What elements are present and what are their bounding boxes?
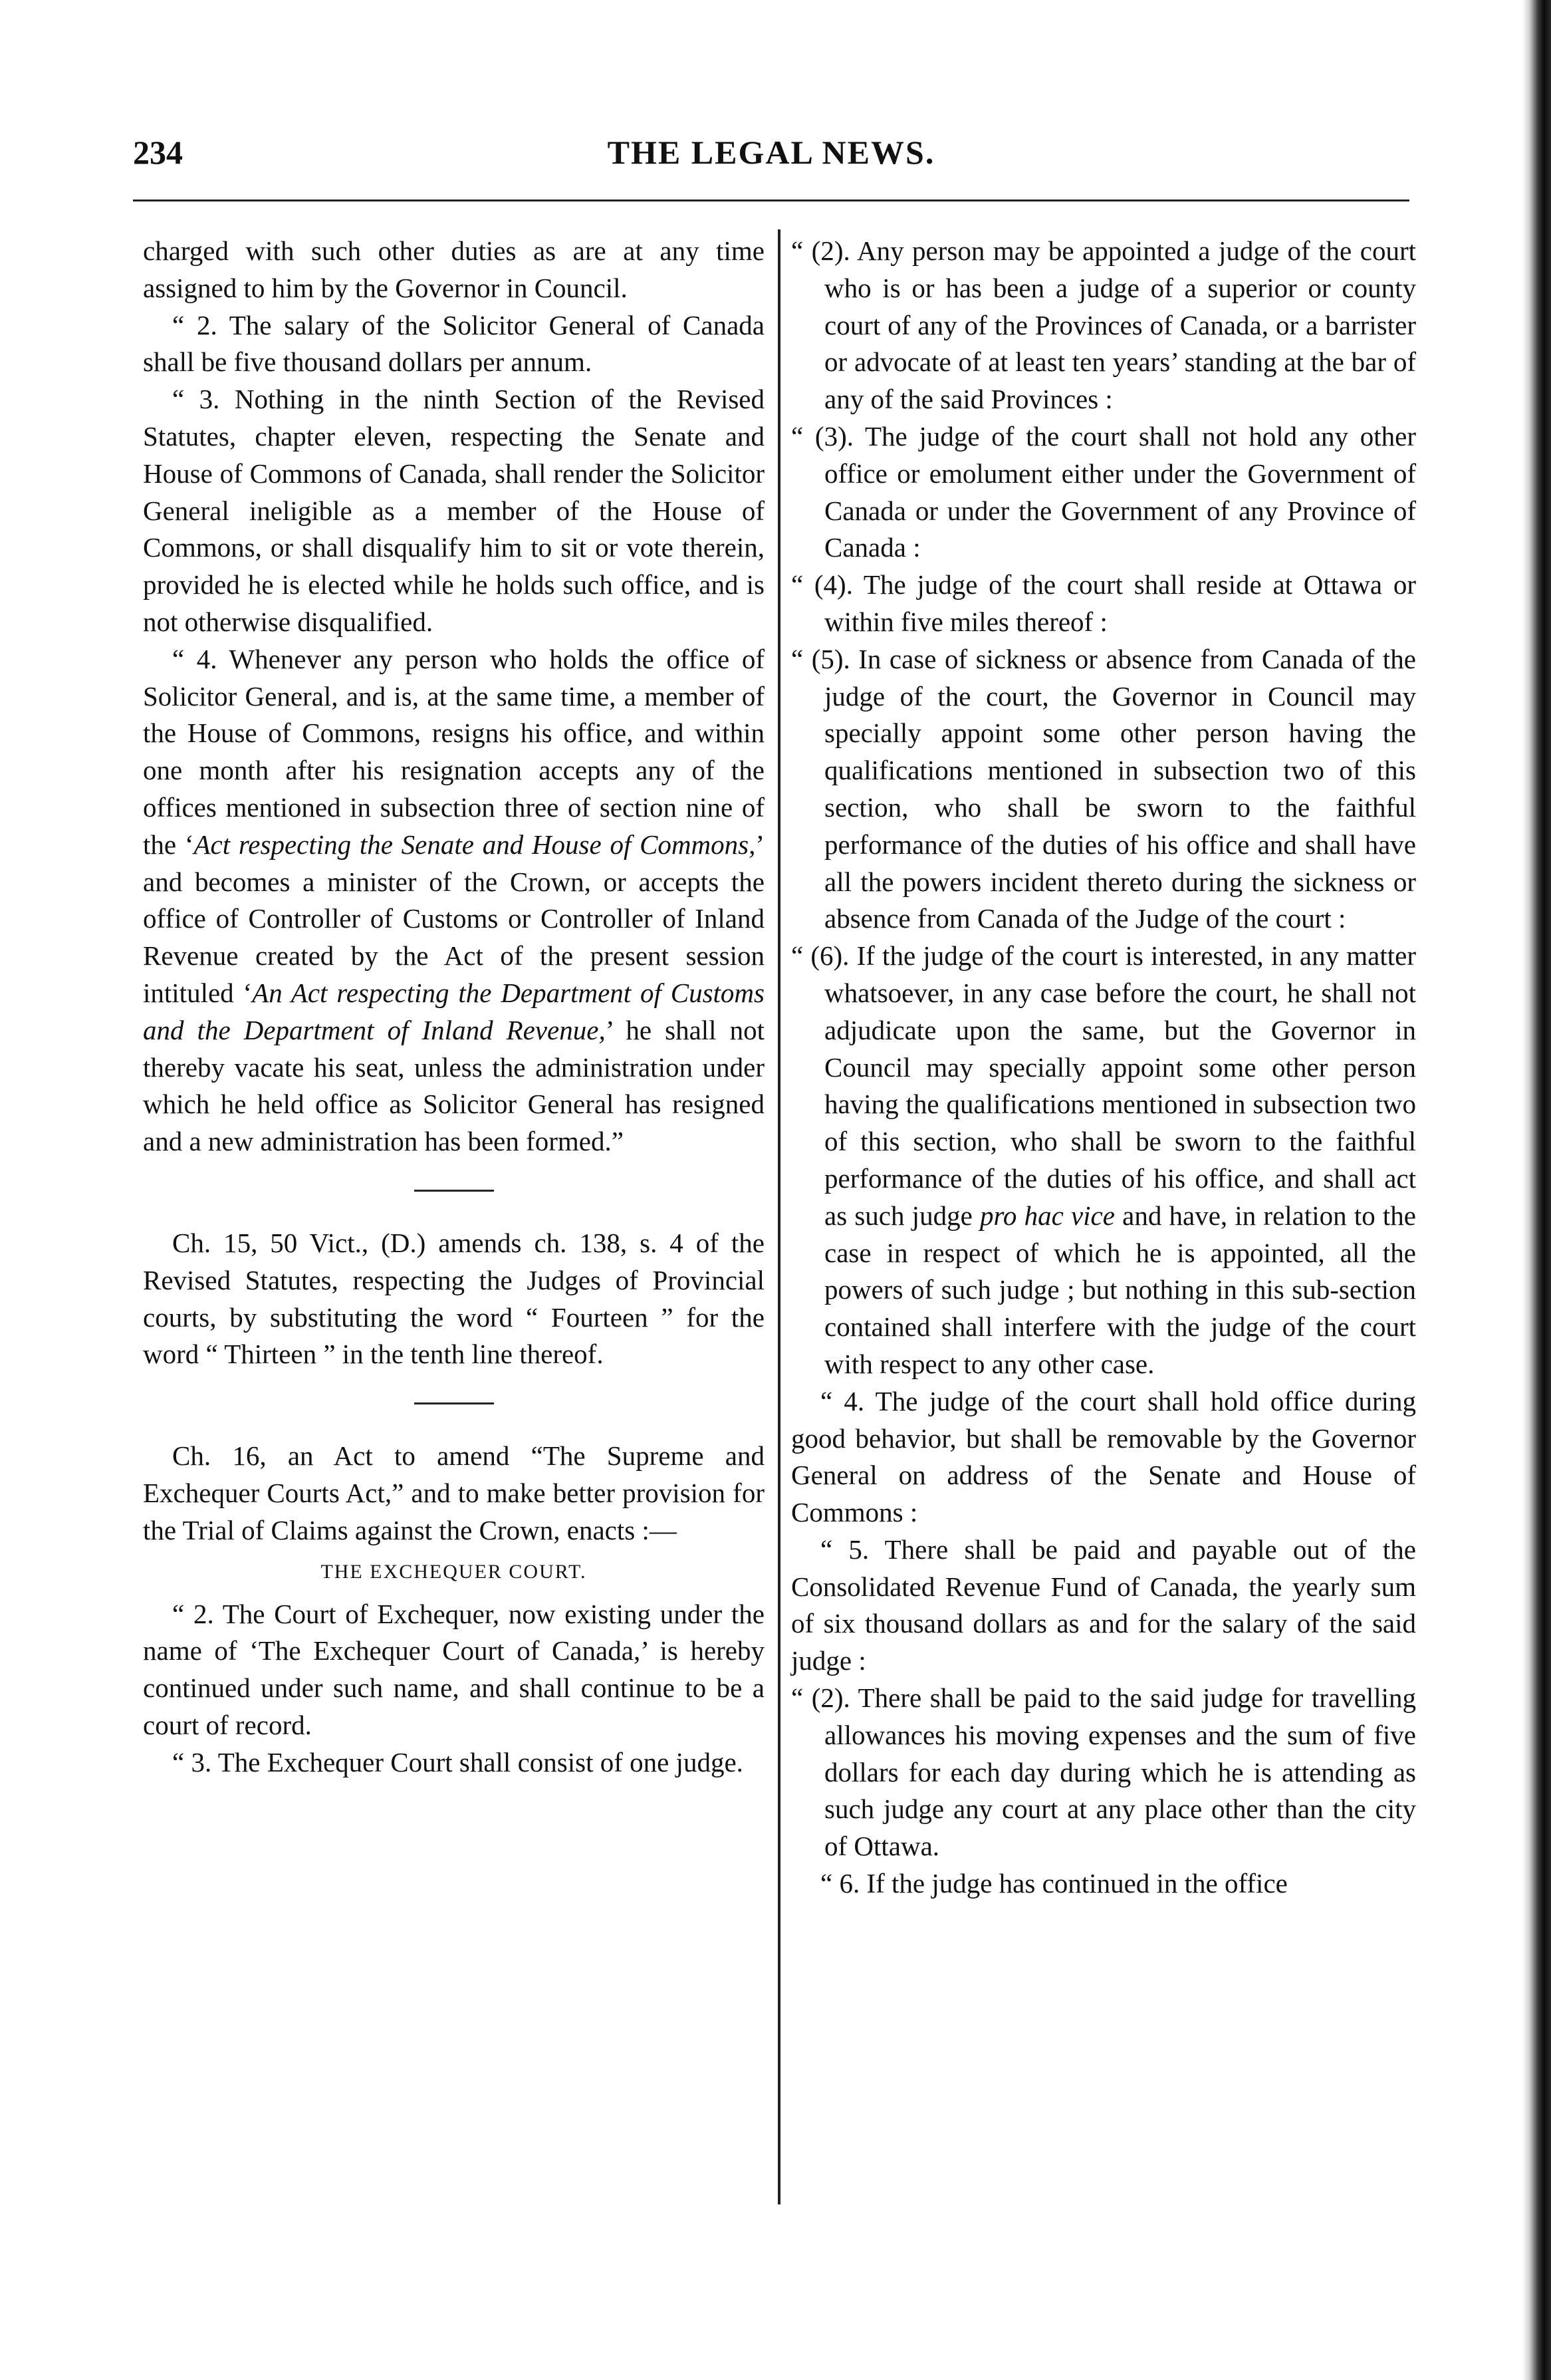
italic-latin: pro hac vice [979, 1200, 1115, 1231]
column-divider [778, 229, 780, 2204]
subsection: “ (3). The judge of the court shall not hold any other office or emolument either under the Government of Canada or under the Government of any Province of Canada : [791, 420, 1416, 563]
subsection [791, 938, 1416, 1383]
subsection: “ (4). The judge of the court shall reside at Ottawa or within five miles thereof : [791, 569, 1416, 637]
paragraph: “ 3. Nothing in the ninth Section of the Revised Statutes, chapter eleven, respecting the Senate and House of Commons of Canada, shall render the Solicitor General ineligible as a member of the House of Commons, or shall disqualify him to sit or vote therein, provided he is elected while he holds such office, and is not otherwise disqualified. [143, 384, 765, 637]
italic-act-title: Act respecting the Senate and House of Commons, [193, 829, 756, 860]
text-run: “ (6). If the judge of the court is interested, in any matter whatsoever, in any case before the court, he shall not adjudicate upon the same, but the Governor in Council may specially appoint some other person having the qualifications mentioned in subsection two of this section, who shall be sworn to the faithful performance of the duties of his office, and shall act as such judge [791, 940, 1416, 1231]
paragraph: Ch. 16, an Act to amend “The Supreme and Exchequer Courts Act,” and to make better provision for the Trial of Claims against the Crown, enacts :— [143, 1440, 765, 1545]
left-column [143, 233, 765, 1781]
page-header [133, 126, 1409, 180]
paragraph: “ 5. There shall be paid and payable out of the Consolidated Revenue Fund of Canada, the yearly sum of six thousand dollars as and for the salary of the said judge : [791, 1533, 1416, 1676]
paragraph: “ 2. The Court of Exchequer, now existing under the name of ‘The Exchequer Court of Canada,’ is hereby continued under such name, and shall continue to be a court of record. [143, 1598, 765, 1740]
paragraph [143, 641, 765, 1160]
paragraph: “ 3. The Exchequer Court shall consist of one judge. [172, 1746, 743, 1778]
right-column [791, 233, 1416, 1903]
paragraph: “ 2. The salary of the Solicitor General of Canada shall be five thousand dollars per annum. [143, 309, 765, 378]
header-rule [133, 199, 1409, 201]
section-heading: THE EXCHEQUER COURT. [320, 1560, 587, 1583]
running-title: THE LEGAL NEWS. [607, 134, 935, 171]
section-separator [414, 1402, 494, 1404]
paragraph: Ch. 15, 50 Vict., (D.) amends ch. 138, s. 4 of the Revised Statutes, respecting the Judges of Provincial courts, by substituting the word “ Fourteen ” for the word “ Thirteen ” in the tenth line thereof. [143, 1227, 765, 1370]
section-separator [414, 1190, 494, 1192]
text-run: “ 4. Whenever any person who holds the office of Solicitor General, and is, at the same time, a member of the House of Commons, resigns his office, and within one month after his resignation accepts any of the offices mentioned in subsection three of section nine of the ‘ [143, 643, 765, 860]
page-number: 234 [133, 134, 183, 171]
paragraph: charged with such other duties as are at any time assigned to him by the Governor in Council. [143, 235, 765, 303]
page-edge-shadow [1522, 0, 1551, 2380]
subsection: “ (5). In case of sickness or absence from Canada of the judge of the court, the Governor in Council may specially appoint some other person having the qualifications mentioned in subsection two of this section, who shall be sworn to the faithful performance of the duties of his office and shall have all the powers incident thereto during the sickness or absence from Canada of the Judge of the court : [791, 643, 1416, 934]
italic-act-title: An Act respecting the Department of Customs and the Department of Inland Revenue, [143, 977, 765, 1045]
text-run: ’ and becomes a minister of the Crown, or accepts the office of Controller of Customs or Controller of Inland Revenue created by the Act of the present session intituled ‘ [143, 829, 765, 1008]
paragraph: “ 4. The judge of the court shall hold office during good behavior, but shall be removable by the Governor General on address of the Senate and House of Commons : [791, 1385, 1416, 1528]
text-run: ’ he shall not thereby vacate his seat, unless the administration under which he held office as Solicitor General has resigned and a new administration has been formed.” [143, 1014, 765, 1157]
paragraph: “ 6. If the judge has continued in the office [820, 1868, 1288, 1899]
text-run: and have, in relation to the case in respect of which he is appointed, all the powers of such judge ; but nothing in this sub-section contained shall interfere with the judge of the court with respect to any other case. [824, 1200, 1416, 1379]
subsection: “ (2). Any person may be appointed a judge of the court who is or has been a judge of a superior or county court of any of the Provinces of Canada, or a barrister or advocate of at least ten years’ standing at the bar of any of the said Provinces : [791, 235, 1416, 415]
subsection: “ (2). There shall be paid to the said judge for travelling allowances his moving expenses and the sum of five dollars for each day during which he is attending as such judge any court at any place other than the city of Ottawa. [791, 1682, 1416, 1862]
